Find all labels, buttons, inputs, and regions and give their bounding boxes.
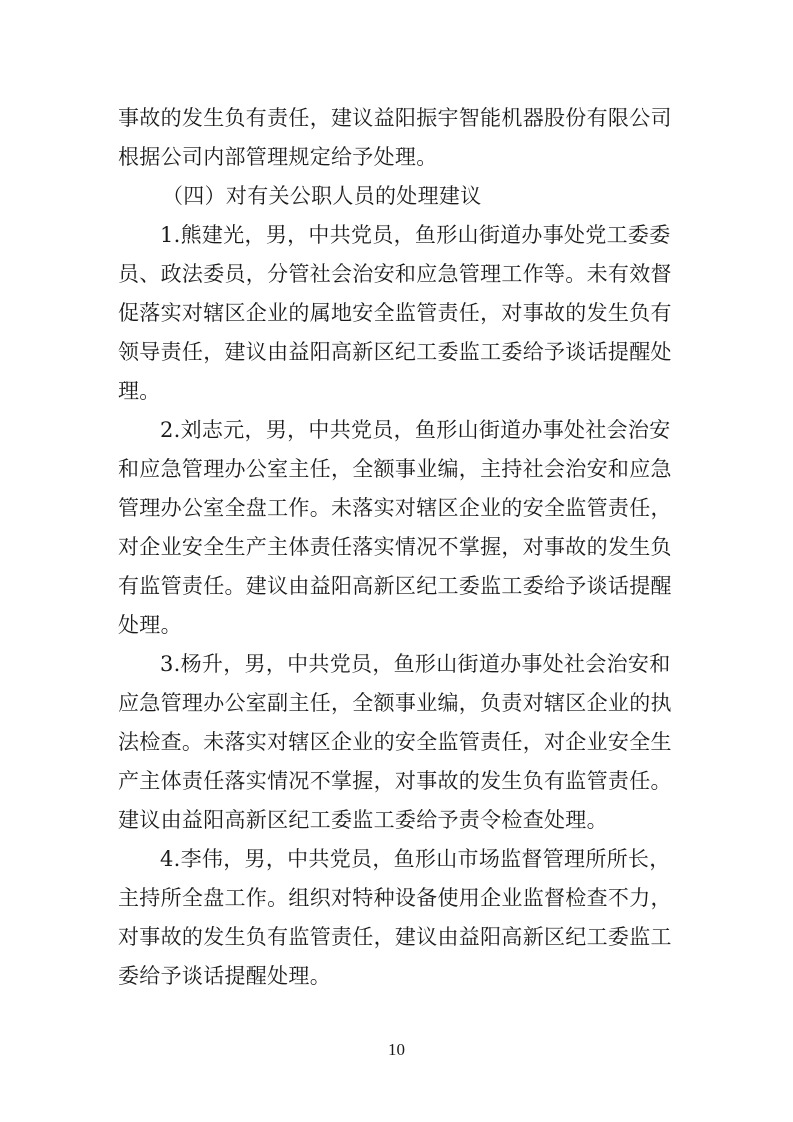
text-line: 根据公司内部管理规定给予处理。 — [118, 145, 438, 169]
paragraph-1-start: 1.熊建光，男，中共党员，鱼形山街道办事处党工委委 — [160, 223, 671, 247]
section-heading: （四）对有关公职人员的处理建议 — [162, 184, 482, 208]
text-line: 产主体责任落实情况不掌握，对事故的发生负有监管责任。 — [118, 769, 672, 793]
page-number: 10 — [388, 1040, 405, 1059]
paragraph-4-start: 4.李伟，男，中共党员，鱼形山市场监督管理所所长， — [160, 847, 671, 871]
text-line: 领导责任，建议由益阳高新区纪工委监工委给予谈话提醒处 — [118, 340, 672, 364]
paragraph-3-start: 3.杨升，男，中共党员，鱼形山街道办事处社会治安和 — [160, 652, 671, 676]
text-line: 有监管责任。建议由益阳高新区纪工委监工委给予谈话提醒 — [118, 574, 672, 598]
text-line: 委给予谈话提醒处理。 — [118, 964, 331, 988]
text-line: 应急管理办公室副主任，全额事业编，负责对辖区企业的执 — [118, 691, 672, 715]
paragraph-2-start: 2.刘志元，男，中共党员，鱼形山街道办事处社会治安 — [160, 418, 671, 442]
text-line: 法检查。未落实对辖区企业的安全监管责任，对企业安全生 — [118, 730, 672, 754]
text-line: 事故的发生负有责任，建议益阳振宇智能机器股份有限公司 — [118, 106, 672, 130]
text-line: 对事故的发生负有监管责任，建议由益阳高新区纪工委监工 — [118, 925, 672, 949]
text-line: 促落实对辖区企业的属地安全监管责任，对事故的发生负有 — [118, 301, 672, 325]
text-line: 理。 — [118, 379, 161, 403]
text-line: 和应急管理办公室主任，全额事业编，主持社会治安和应急 — [118, 457, 672, 481]
text-line: 主持所全盘工作。组织对特种设备使用企业监督检查不力， — [118, 886, 672, 910]
text-line: 建议由益阳高新区纪工委监工委给予责令检查处理。 — [118, 808, 608, 832]
text-line: 管理办公室全盘工作。未落实对辖区企业的安全监管责任， — [118, 496, 672, 520]
text-line: 处理。 — [118, 613, 182, 637]
text-line: 员、政法委员，分管社会治安和应急管理工作等。未有效督 — [118, 262, 672, 286]
text-line: 对企业安全生产主体责任落实情况不掌握，对事故的发生负 — [118, 535, 672, 559]
